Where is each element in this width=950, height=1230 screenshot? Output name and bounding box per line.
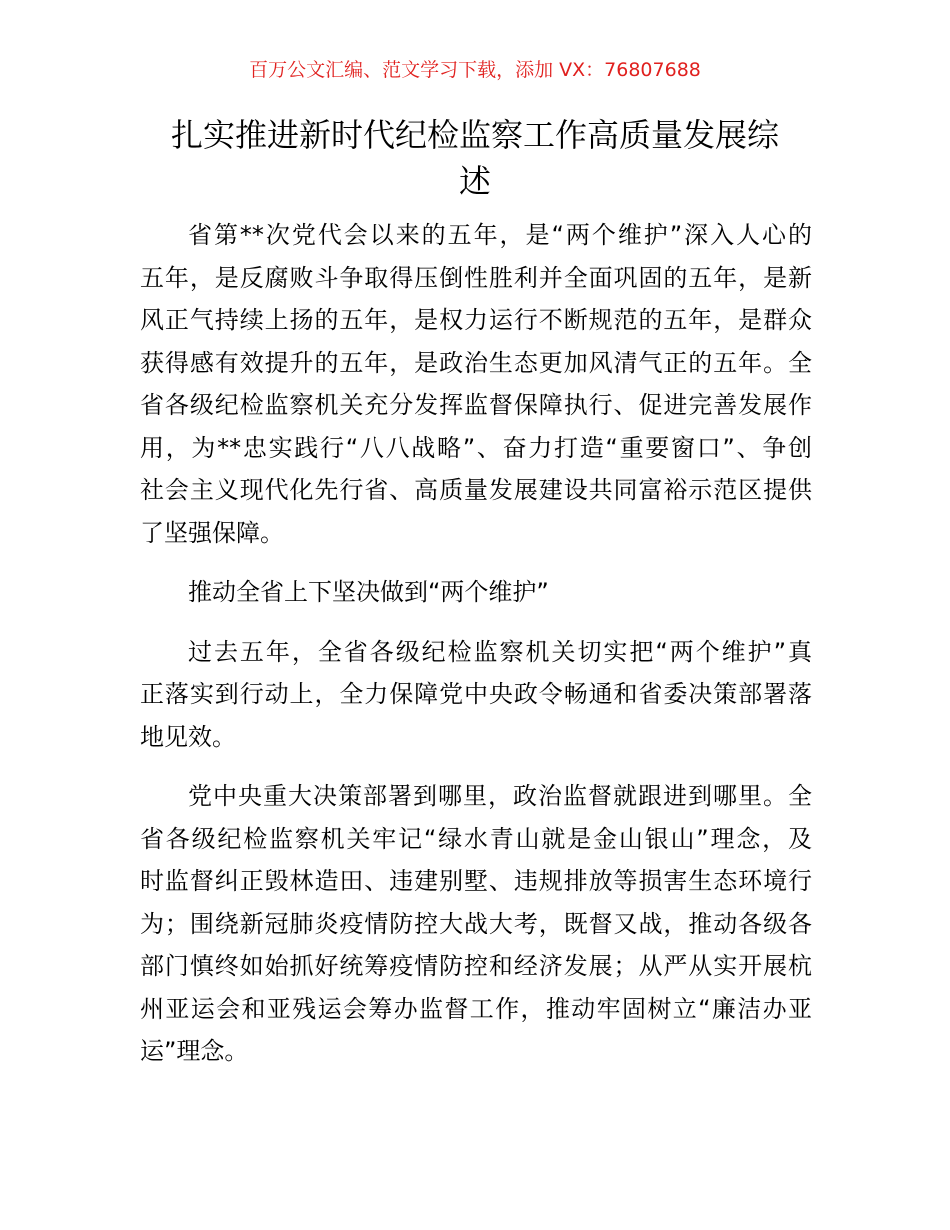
text-line: 了坚强保障。 [140, 518, 284, 547]
title-line: 述 [458, 162, 491, 200]
section-heading [140, 571, 812, 614]
text-line: 获得感有效提升的五年，是政治生态更加风清气正的五年。全 [140, 348, 812, 377]
paragraph [140, 631, 812, 759]
text-line: 社会主义现代化先行省、高质量发展建设共同富裕示范区提供 [140, 476, 812, 504]
text-line: 党中央重大决策部署到哪里，政治监督就跟进到哪里。全 [188, 782, 812, 810]
title-line: 扎实推进新时代纪检监察工作高质量发展综 [170, 116, 779, 154]
paragraph [140, 214, 812, 554]
text-line: 部门慎终如始抓好统筹疫情防控和经济发展；从严从实开展杭 [140, 952, 812, 980]
text-line: 省第**次党代会以来的五年，是“两个维护”深入人心的 [188, 221, 812, 249]
text-line: 地见效。 [140, 722, 236, 751]
text-line: 省各级纪检监察机关牢记“绿水青山就是金山银山”理念，及 [140, 824, 812, 853]
document-body [140, 214, 812, 1090]
text-line: 省各级纪检监察机关充分发挥监督保障执行、促进完善发展作 [140, 391, 812, 419]
text-line: 用，为**忠实践行“八八战略”、奋力打造“重要窗口”、争创 [140, 433, 812, 462]
document-title [140, 112, 810, 204]
text-line: 推动全省上下坚决做到“两个维护” [188, 578, 549, 606]
text-line: 五年，是反腐败斗争取得压倒性胜利并全面巩固的五年，是新 [140, 263, 812, 292]
text-line: 为；围绕新冠肺炎疫情防控大战大考，既督又战，推动各级各 [140, 909, 812, 938]
text-line: 州亚运会和亚残运会筹办监督工作，推动牢固树立“廉洁办亚 [140, 994, 812, 1023]
text-line: 运”理念。 [140, 1037, 249, 1065]
paragraph [140, 775, 812, 1073]
text-line: 过去五年，全省各级纪检监察机关切实把“两个维护”真 [188, 637, 812, 666]
text-line: 时监督纠正毁林造田、违建别墅、违规排放等损害生态环境行 [140, 867, 812, 895]
watermark-header: 百万公文汇编、范文学习下载，添加 VX：76807688 [249, 59, 701, 81]
text-line: 正落实到行动上，全力保障党中央政令畅通和省委决策部署落 [140, 680, 812, 708]
text-line: 风正气持续上扬的五年，是权力运行不断规范的五年，是群众 [140, 306, 812, 334]
